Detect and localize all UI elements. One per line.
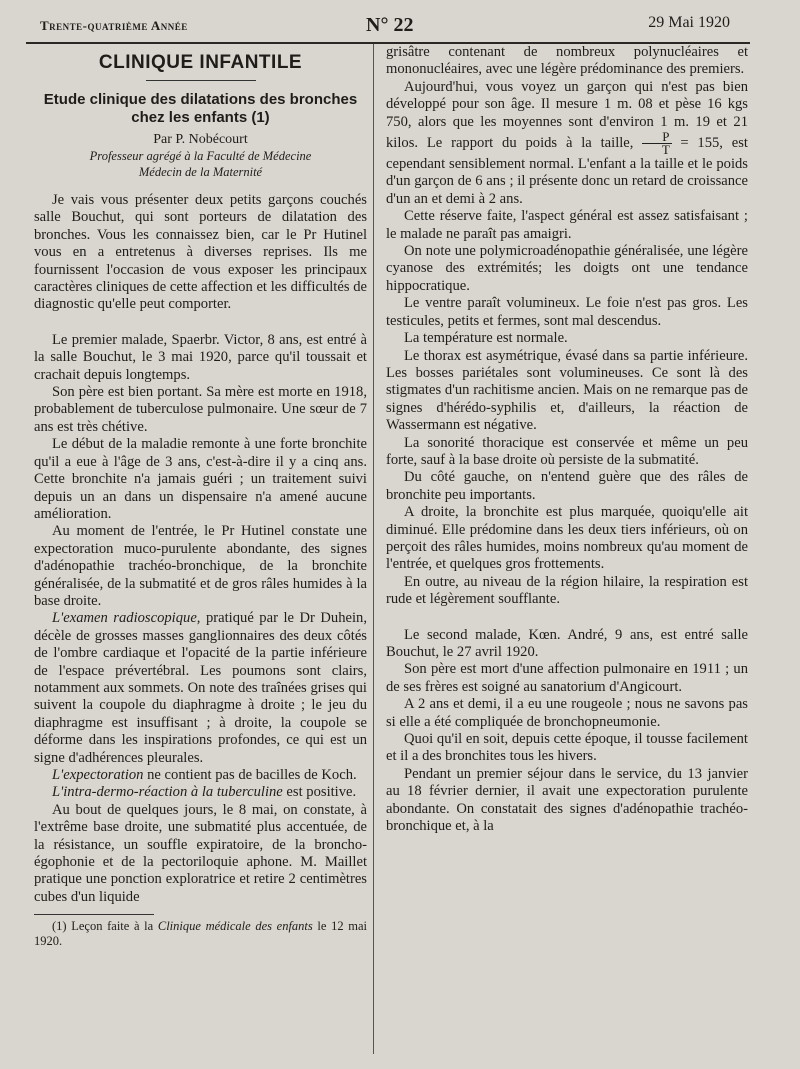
- paragraph: grisâtre contenant de nombreux polynucléaires et mononucléaires, avec une légère prédominance des premiers.: [386, 44, 748, 78]
- footnote-emphasis: Clinique médicale des enfants: [157, 919, 313, 934]
- article-title-line-2: chez les enfants (1): [131, 109, 270, 126]
- weight-height-fraction: [642, 131, 671, 156]
- article-title-line-1: Etude clinique des dilatations des bronches: [43, 91, 358, 108]
- issue-date: 29 Mai 1920: [648, 14, 730, 31]
- paragraph-text: Aujourd'hui, vous voyez un garçon qui n'est pas bien développé pour son âge. Il mesure 1 m. 08 et pèse 16 kgs 750, alors que les moyennes sont d'environ 1 m. 19 et 21 kilos. Le rapport du poids à la taille,: [386, 78, 748, 151]
- volume-label: Trente-quatrième Année: [40, 18, 188, 33]
- paragraph: [386, 79, 748, 208]
- paragraph: Je vais vous présenter deux petits garçons couchés salle Bouchut, qui sont porteurs de dilatation des bronches. Vous les connaissez bien, car le Pr Hutinel vous en a entretenus à diverses reprises. Ils me fournissent l'occasion de vous exposer les principaux caractères cliniques de cette affection et les difficultés de diagnostic qu'elle peut comporter.: [34, 192, 367, 313]
- paragraph-text: pratiqué par le Dr Duhein, décèle de grosses masses ganglionnaires des deux côtés de l'ombre cardiaque et l'opacité de la partie inférieure de l'espace prévertébral. Les poumons sont clairs, notamment aux sommets. On note des traînées grises qui suivent la coupole du diaphragme à droite ; le jeu du diaphragme est insuffisant ; à droite, la coupole se déforme dans les inspirations profondes, ce qui est un signe d'adhérences pleurales.: [34, 610, 367, 766]
- paragraph-text: est positive.: [282, 784, 357, 801]
- issue-number: N° 22: [366, 14, 414, 36]
- author-affiliation-1: Professeur agrégé à la Faculté de Médecine: [89, 149, 312, 163]
- paragraph: Au moment de l'entrée, le Pr Hutinel constate une expectoration muco-purulente abondante, des signes d'adénopathie trachéo-bronchique, de la bronchite généralisée, de la submatité et de gros râles humides à la base droite.: [34, 523, 367, 609]
- footnote-text: le 12 mai 1920.: [34, 919, 367, 949]
- article-title: [34, 91, 367, 127]
- paragraph: [34, 767, 367, 784]
- fraction-numerator: P: [642, 131, 671, 144]
- page-header: [26, 14, 750, 44]
- two-column-body: [26, 44, 750, 1054]
- section-title: CLINIQUE INFANTILE: [98, 52, 303, 73]
- paragraph: Pendant un premier séjour dans le service, du 13 janvier au 18 février dernier, il avait une expectoration purulente abondante. On constatait des signes d'adénopathie trachéo-bronchique et, à la: [386, 765, 748, 835]
- paragraph: Son père est mort d'une affection pulmonaire en 1911 ; un de ses frères est soigné au sanatorium d'Angicourt.: [386, 661, 748, 695]
- paragraph: Le thorax est asymétrique, évasé dans sa partie inférieure. Les bosses pariétales sont volumineuses. Ce sont là des stigmates d'un rachitisme ancien. Mais on ne remarque pas de signes d'hérédo-syphilis et, d'ailleurs, la réaction de Wassermann est négative.: [386, 347, 748, 434]
- author-affiliation-2: Médecin de la Maternité: [138, 165, 263, 179]
- paragraph: Le premier malade, Spaerbr. Victor, 8 ans, est entré à la salle Bouchut, le 3 mai 1920, parce qu'il toussait et crachait depuis longtemps.: [34, 331, 367, 383]
- fraction-denominator: T: [661, 142, 670, 158]
- paragraph: La température est normale.: [404, 330, 568, 347]
- paragraph: Cette réserve faite, l'aspect général est assez satisfaisant ; le malade ne paraît pas amaigri.: [386, 208, 748, 242]
- paragraph: [34, 784, 367, 801]
- paragraph: A droite, la bronchite est plus marquée, quoiqu'elle ait diminué. Elle prédomine dans les deux tiers inférieurs, où on perçoit des râles humides, moins nombreux qu'au moment de l'entrée, et quelques gros frottements.: [386, 504, 748, 573]
- paragraph: La sonorité thoracique est conservée et même un peu forte, sauf à la base droite où persiste de la submatité.: [386, 434, 748, 468]
- article-author: Par P. Nobécourt: [153, 132, 248, 147]
- emphasis: L'expectoration: [52, 767, 144, 783]
- title-rule: [146, 80, 256, 81]
- right-column: [374, 44, 750, 1054]
- emphasis: L'examen radioscopique,: [52, 610, 201, 627]
- paragraph: On note une polymicroadénopathie généralisée, une légère cyanose des extrémités; les doigts ont une tendance hippocratique.: [386, 243, 748, 294]
- footnote-rule: [34, 914, 154, 915]
- emphasis: L'intra-dermo-réaction à la tuberculine: [52, 784, 283, 801]
- paragraph: Son père est bien portant. Sa mère est morte en 1918, probablement de tuberculose pulmonaire. Une sœur de 7 ans est très chétive.: [34, 384, 367, 435]
- paragraph: [34, 610, 367, 767]
- paragraph-text: ne contient pas de bacilles de Koch.: [143, 767, 357, 783]
- footnote: [34, 919, 367, 949]
- paragraph-text: = 155, est cependant sensiblement normal. L'enfant a la taille et le poids d'un garçon de 6 ans ; il présente donc un retard de croissance d'un an et demi à 2 ans.: [386, 134, 748, 207]
- footnote-text: (1) Leçon faite à la: [52, 919, 158, 934]
- paragraph: Quoi qu'il en soit, depuis cette époque, il tousse facilement et il a des bronchites tous les hivers.: [386, 731, 748, 765]
- paragraph: Du côté gauche, on n'entend guère que des râles de bronchite peu importants.: [386, 469, 748, 503]
- paragraph: Le début de la maladie remonte à une forte bronchite qu'il a eue à l'âge de 3 ans, c'est-à-dire il y a cinq ans. Cette bronchite n'a jamais guéri ; un traitement suivi depuis un an dans un dispensaire n'a amené aucune amélioration.: [34, 436, 367, 522]
- paragraph: Le ventre paraît volumineux. Le foie n'est pas gros. Les testicules, petits et fermes, sont mal descendus.: [386, 295, 748, 329]
- left-column: [26, 44, 374, 1054]
- paragraph: En outre, au niveau de la région hilaire, la respiration est rude et légèrement soufflante.: [386, 573, 748, 608]
- paragraph: Au bout de quelques jours, le 8 mai, on constate, à l'extrême base droite, une submatité plus accentuée, de la résistance, un souffle expiratoire, de la broncho-égophonie et de la pectoriloquie aphone. M. Maillet pratique une ponction exploratrice et retire 2 centimètres cubes d'un liquide: [34, 801, 367, 905]
- paragraph: A 2 ans et demi, il a eu une rougeole ; nous ne savons pas si elle a été compliquée de bronchopneumonie.: [386, 696, 748, 730]
- paragraph: Le second malade, Kœn. André, 9 ans, est entré salle Bouchut, le 27 avril 1920.: [386, 626, 748, 660]
